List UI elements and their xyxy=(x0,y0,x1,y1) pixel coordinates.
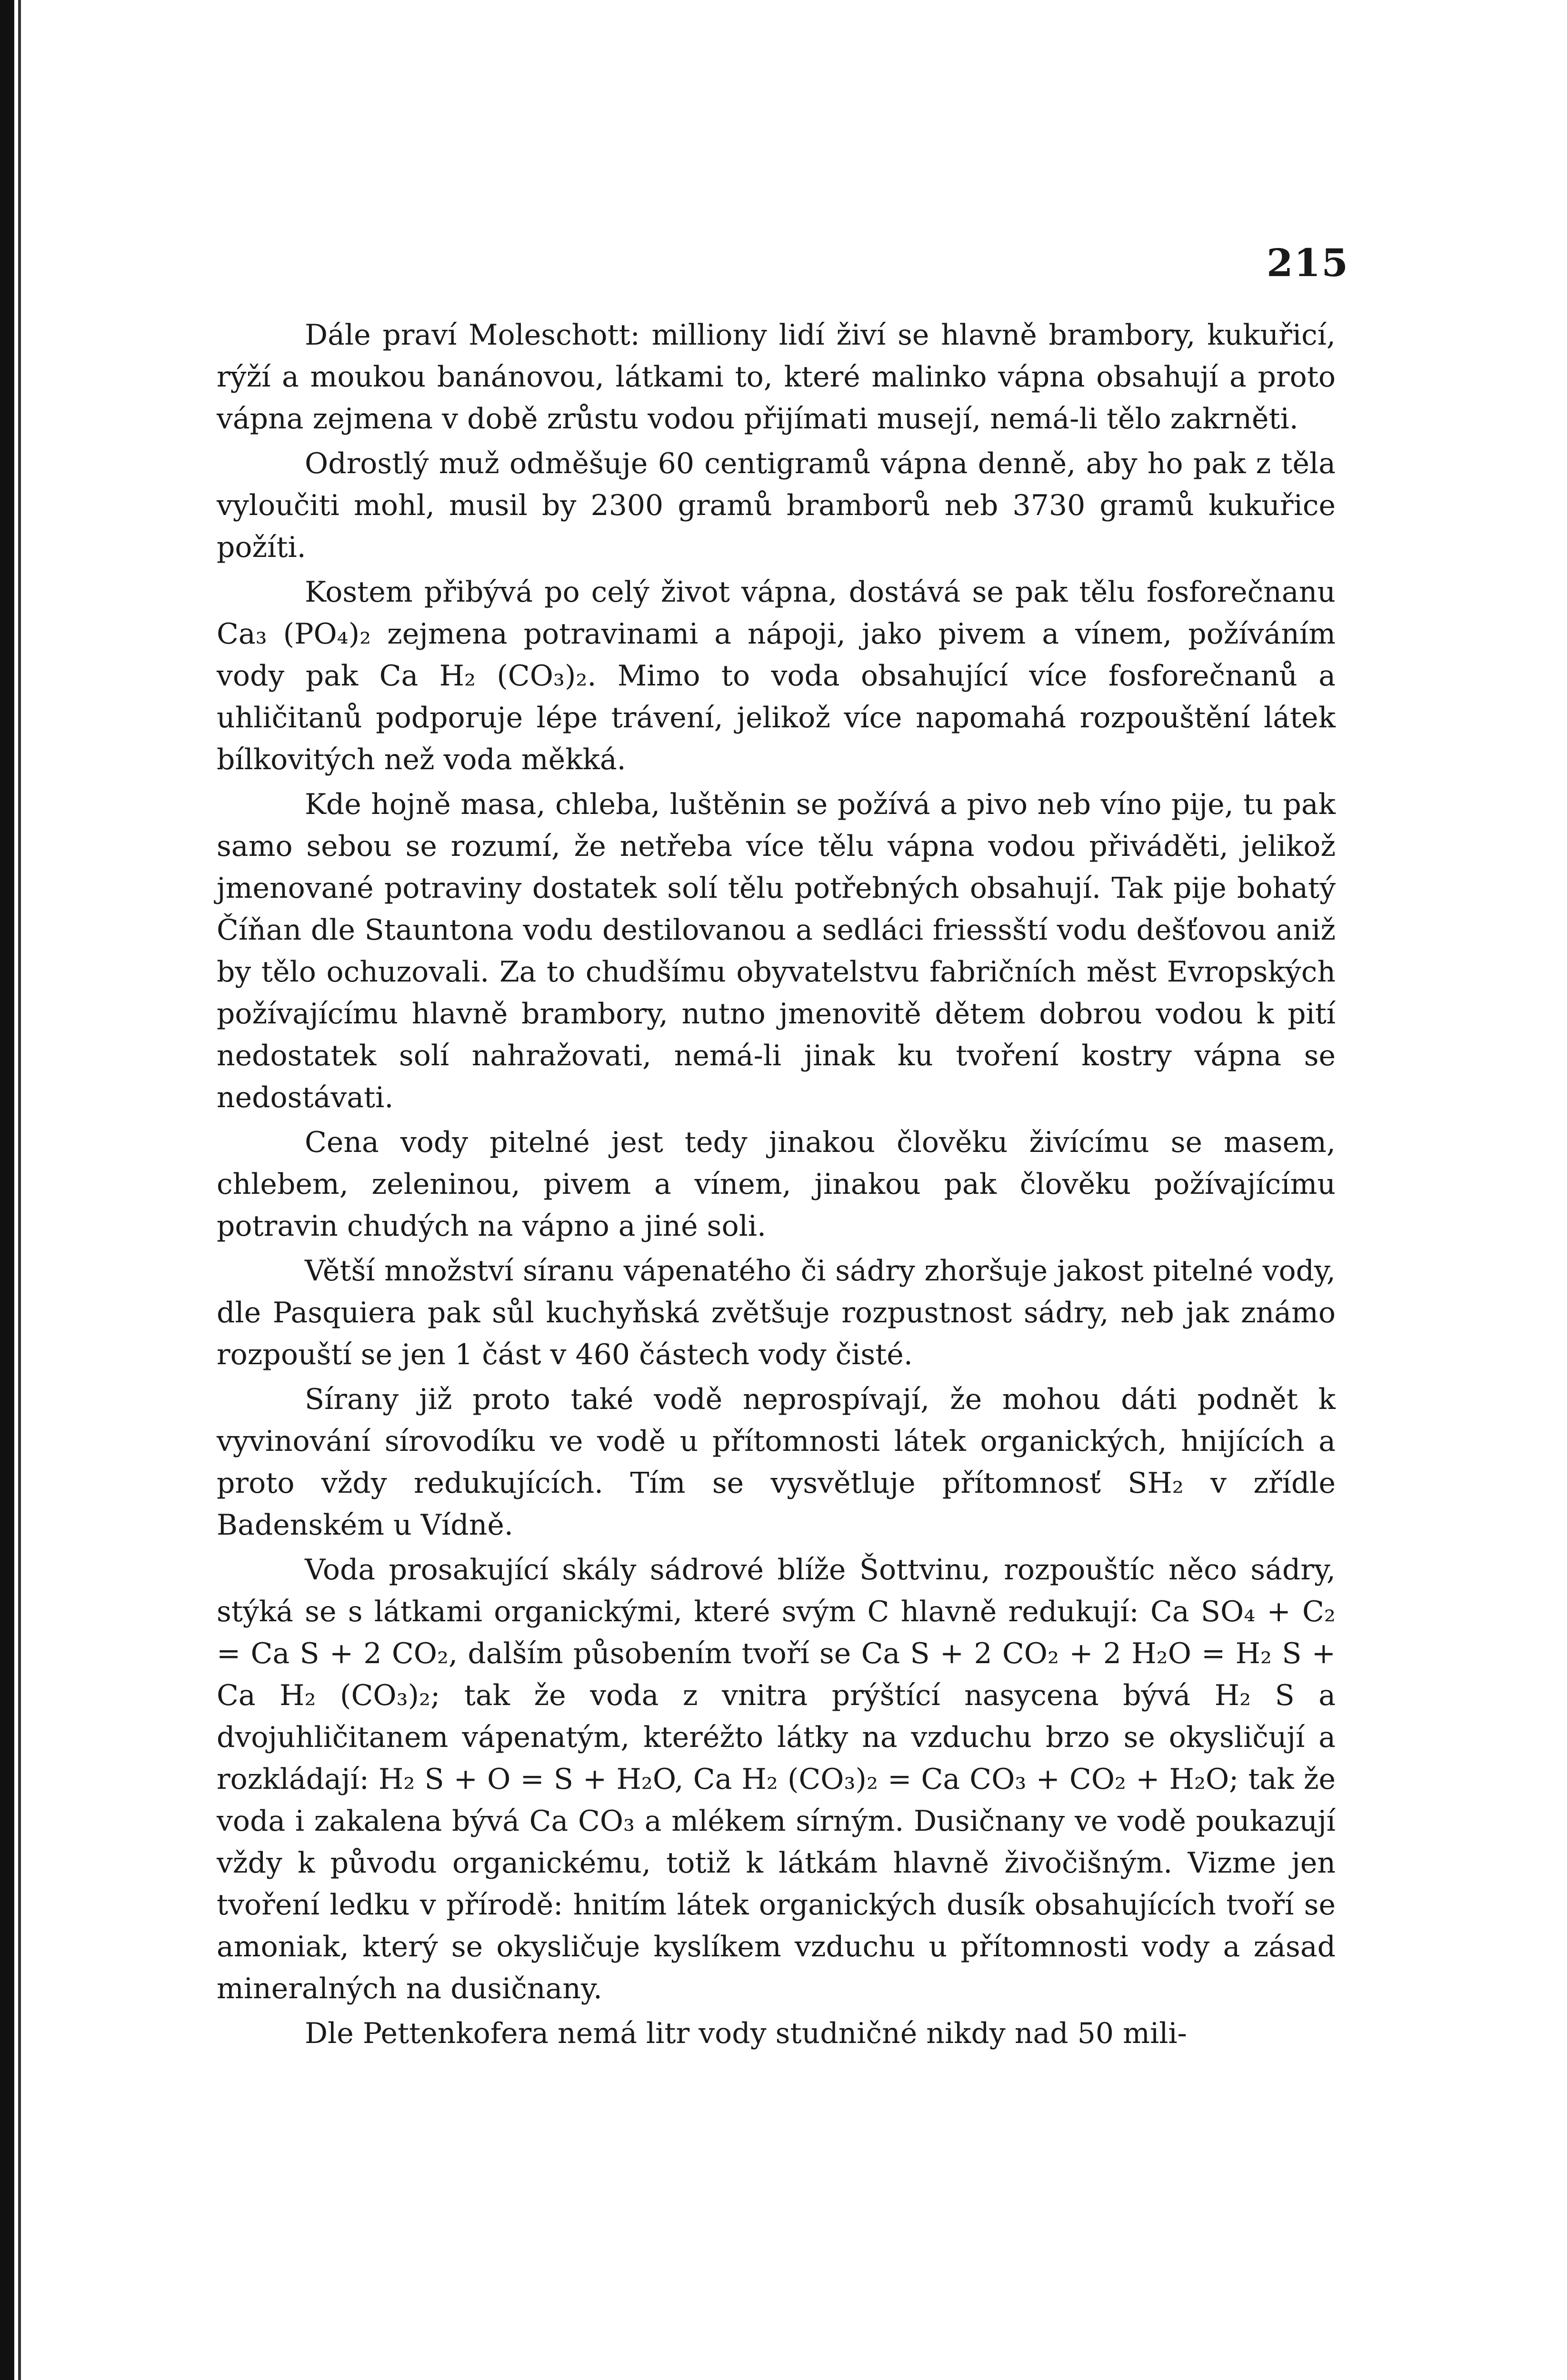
paragraph: Dle Pettenkofera nemá litr vody studničné nikdy nad 50 mili- xyxy=(305,2017,1187,2050)
scan-border-inner xyxy=(18,0,21,2380)
paragraph: Kde hojně masa, chleba, luštěnin se požívá a pivo neb víno pije, tu pak samo sebou se rozumí, že netřeba více tělu vápna vodou přiváděti, jelikož jmenované potraviny dostatek solí tělu potřebných obsahují. Tak pije bohatý Číňan dle Stauntona vodu destilovanou a sedláci friessští vodu dešťovou aniž by tělo ochuzovali. Za to chudšímu obyvatelstvu fabričních měst Evropských požívajícímu hlavně brambory, nutno jmenovitě dětem dobrou vodou k pití nedostatek solí nahražovati, nemá-li jinak ku tvoření kostry vápna se nedostávati. xyxy=(217,788,1336,1114)
paragraph: Cena vody pitelné jest tedy jinakou člověku živícímu se masem, chlebem, zeleninou, pivem a vínem, jinakou pak člověku požívajícímu potravin chudých na vápno a jiné soli. xyxy=(217,1126,1336,1243)
paragraph: Kostem přibývá po celý život vápna, dostává se pak tělu fosforečnanu Ca₃ (PO₄)₂ zejmena potravinami a nápoji, jako pivem a vínem, požíváním vody pak Ca H₂ (CO₃)₂. Mimo to voda obsahující více fosforečnanů a uhličitanů podporuje lépe trávení, jelikož více napomahá rozpouštění látek bílkovitých než voda měkká. xyxy=(217,575,1336,776)
paragraph: Sírany již proto také vodě neprospívají, že mohou dáti podnět k vyvinování sírovodíku ve vodě u přítomnosti látek organických, hnijících a proto vždy redukujících. Tím se vysvětluje přítomnosť SH₂ v zřídle Badenském u Vídně. xyxy=(217,1383,1336,1542)
page-number: 215 xyxy=(1267,240,1349,285)
paragraph: Voda prosakující skály sádrové blíže Šottvinu, rozpouštíc něco sádry, stýká se s látkami organickými, které svým C hlavně redukují: Ca SO₄ + C₂ = Ca S + 2 CO₂, dalším působením tvoří se Ca S + 2 CO₂ + 2 H₂O = H₂ S + Ca H₂ (CO₃)₂; tak že voda z vnitra prýštící nasycena bývá H₂ S a dvojuhličitanem vápenatým, kteréžto látky na vzduchu brzo se okysličují a rozkládají: H₂ S + O = S + H₂O, Ca H₂ (CO₃)₂ = Ca CO₃ + CO₂ + H₂O; tak že voda i zakalena bývá Ca CO₃ a mlékem sírným. Dusičnany ve vodě poukazují vždy k původu organickému, totiž k látkám hlavně živočišným. Vizme jen tvoření ledku v přírodě: hnitím látek organických dusík obsahujících tvoří se amoniak, který se okysličuje kyslíkem vzduchu u přítomnosti vody a zásad mineralných na dusičnany. xyxy=(217,1553,1336,2005)
body-text xyxy=(217,314,1336,2057)
paragraph: Větší množství síranu vápenatého či sádry zhoršuje jakost pitelné vody, dle Pasquiera pak sůl kuchyňská zvětšuje rozpustnost sádry, neb jak známo rozpouští se jen 1 část v 460 částech vody čisté. xyxy=(217,1254,1336,1371)
paragraph: Dále praví Moleschott: milliony lidí živí se hlavně brambory, kukuřicí, rýží a moukou banánovou, látkami to, které malinko vápna obsahují a proto vápna zejmena v době zrůstu vodou přijímati musejí, nemá-li tělo zakrněti. xyxy=(217,318,1336,436)
paragraph: Odrostlý muž odměšuje 60 centigramů vápna denně, aby ho pak z těla vyloučiti mohl, musil by 2300 gramů bramborů neb 3730 gramů kukuřice požíti. xyxy=(217,447,1336,564)
scan-border xyxy=(0,0,14,2380)
